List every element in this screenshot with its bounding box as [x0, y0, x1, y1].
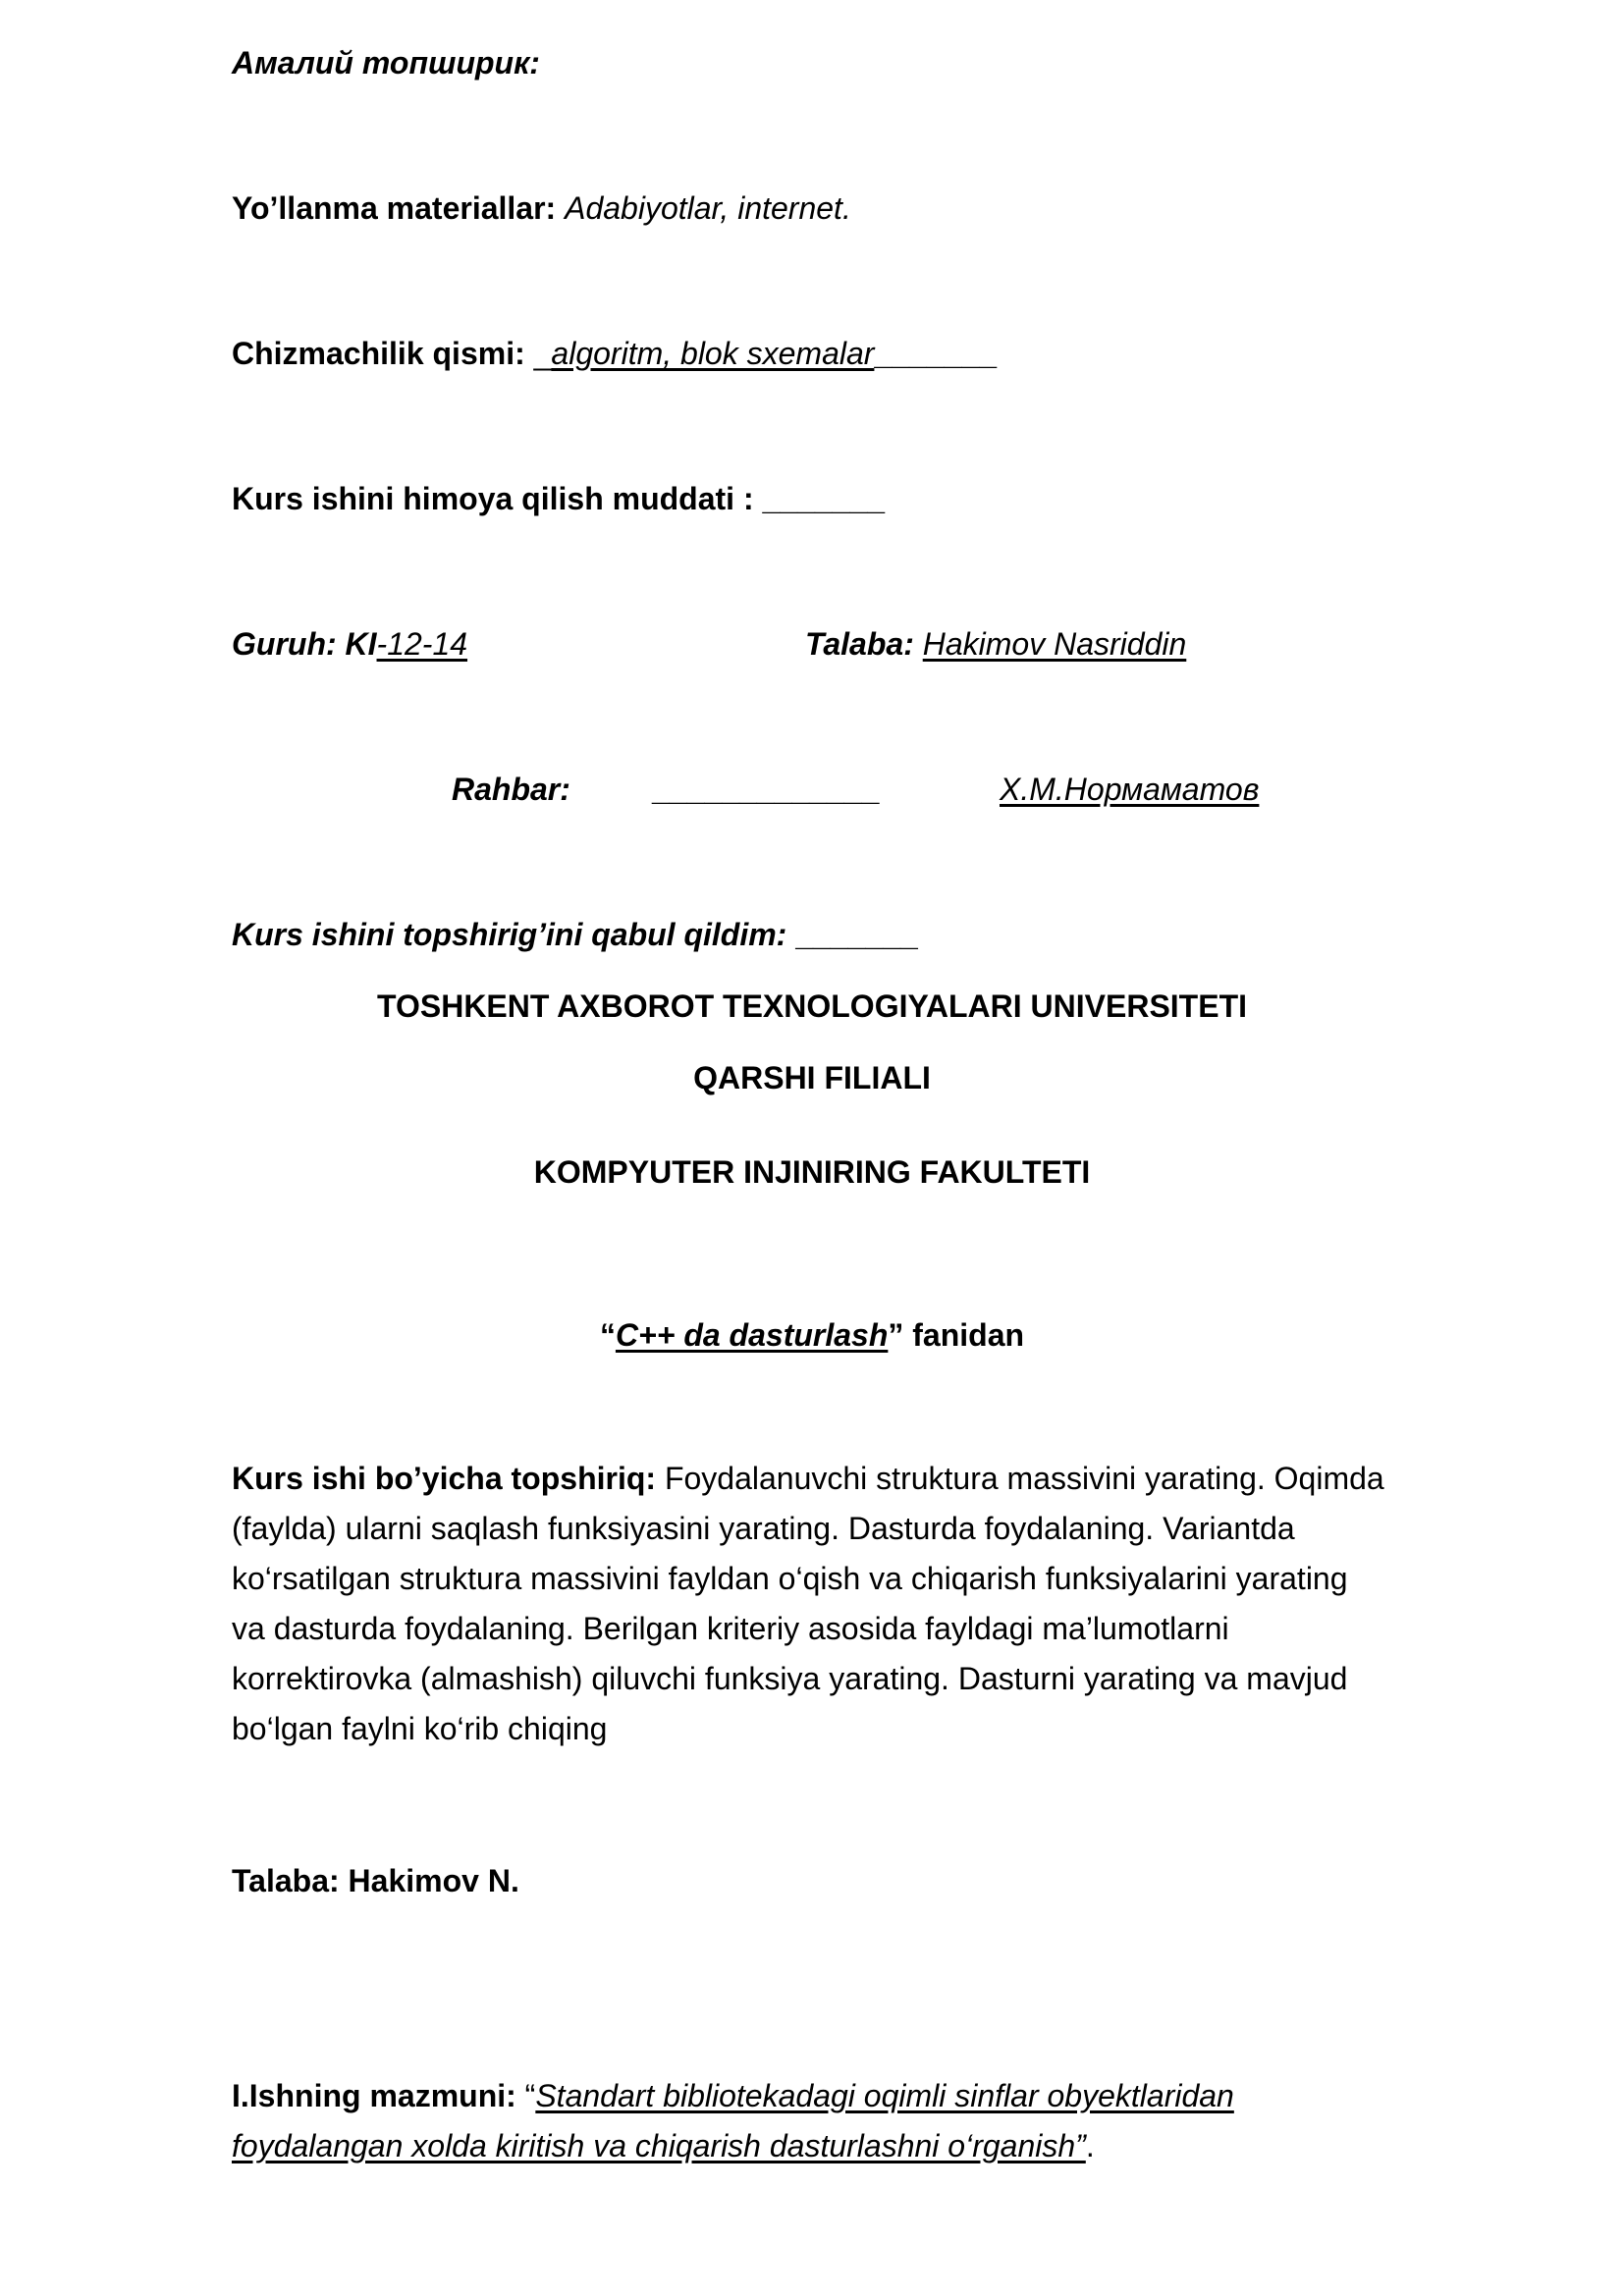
content-line-2	[232, 2126, 1095, 2165]
task-line-6: bo‘lgan faylni ko‘rib chiqing	[232, 1711, 608, 1746]
materials-label: Yo’llanma materiallar:	[232, 190, 557, 226]
accepted-label: Kurs ishini topshirig’ini qabul qildim:	[232, 917, 787, 952]
task-line-5: korrektirovka (almashish) qiluvchi funksiya yarating. Dasturni yarating va mavjud	[232, 1661, 1348, 1696]
content-text-2: foydalangan xolda kiritish va chiqarish dasturlashni o‘rganish”	[232, 2128, 1086, 2163]
student-name: Hakimov Nasriddin	[922, 626, 1187, 662]
drawing-label: Chizmachilik qismi:	[232, 336, 525, 371]
student-signature: Talaba: Hakimov N.	[232, 1863, 519, 1898]
drawing-row	[232, 334, 997, 373]
subject-open-quote: “	[599, 1317, 616, 1353]
subject-line	[0, 1315, 1624, 1355]
group-row	[232, 624, 467, 664]
defense-label: Kurs ishini himoya qilish muddati :	[232, 481, 754, 516]
task-label: Kurs ishi bo’yicha topshiriq:	[232, 1461, 657, 1496]
accepted-row	[232, 915, 918, 954]
task-paragraph	[232, 1454, 1508, 1754]
subject-close: ” fanidan	[888, 1317, 1025, 1353]
content-text-1: Standart bibliotekadagi oqimli sinflar obyektlaridan	[535, 2078, 1234, 2113]
materials-row	[232, 188, 851, 228]
university-name: TOSHKENT AXBOROT TEXNOLOGIYALARI UNIVERSITETI	[377, 988, 1247, 1024]
content-label: I.Ishning mazmuni:	[232, 2078, 516, 2113]
faculty-name: KOMPYUTER INJINIRING FAKULTETI	[533, 1154, 1091, 1190]
student-row	[805, 624, 1186, 664]
supervisor-signature-blank: _____________	[652, 772, 880, 807]
page-heading: Амалий топширик:	[232, 45, 540, 80]
supervisor-name: Х.М.Нормаматов	[1000, 772, 1260, 807]
drawing-blank: _______	[874, 336, 997, 371]
drawing-value: algoritm, blok sxemalar	[551, 336, 875, 371]
subject-name: C++ da dasturlash	[615, 1317, 889, 1353]
accepted-blank: _______	[795, 917, 918, 952]
content-end: .	[1085, 2128, 1095, 2163]
branch-name: QARSHI FILIALI	[693, 1060, 931, 1095]
content-open-quote: “	[524, 2078, 536, 2113]
materials-value: Adabiyotlar, internet.	[565, 190, 851, 226]
task-text-1: Foydalanuvchi struktura massivini yarating. Oqimda	[664, 1461, 1384, 1496]
task-line-2: (faylda) ularni saqlash funksiyasini yarating. Dasturda foydalaning. Variantda	[232, 1511, 1295, 1546]
defense-row	[232, 479, 885, 518]
supervisor-label: Rahbar:	[452, 772, 570, 807]
group-value: -12-14	[376, 626, 468, 662]
student-label: Talaba:	[805, 626, 914, 662]
task-line-4: va dasturda foydalaning. Berilgan kriteriy asosida fayldagi ma’lumotlarni	[232, 1611, 1229, 1646]
drawing-prefix: _	[533, 336, 552, 371]
task-line-1	[232, 1454, 1508, 1504]
task-line-3: ko‘rsatilgan struktura massivini fayldan o‘qish va chiqarish funksiyalarini yarating	[232, 1561, 1348, 1596]
defense-blank: _______	[762, 481, 886, 516]
group-label: Guruh: KI	[232, 626, 377, 662]
content-line-1	[232, 2076, 1234, 2115]
